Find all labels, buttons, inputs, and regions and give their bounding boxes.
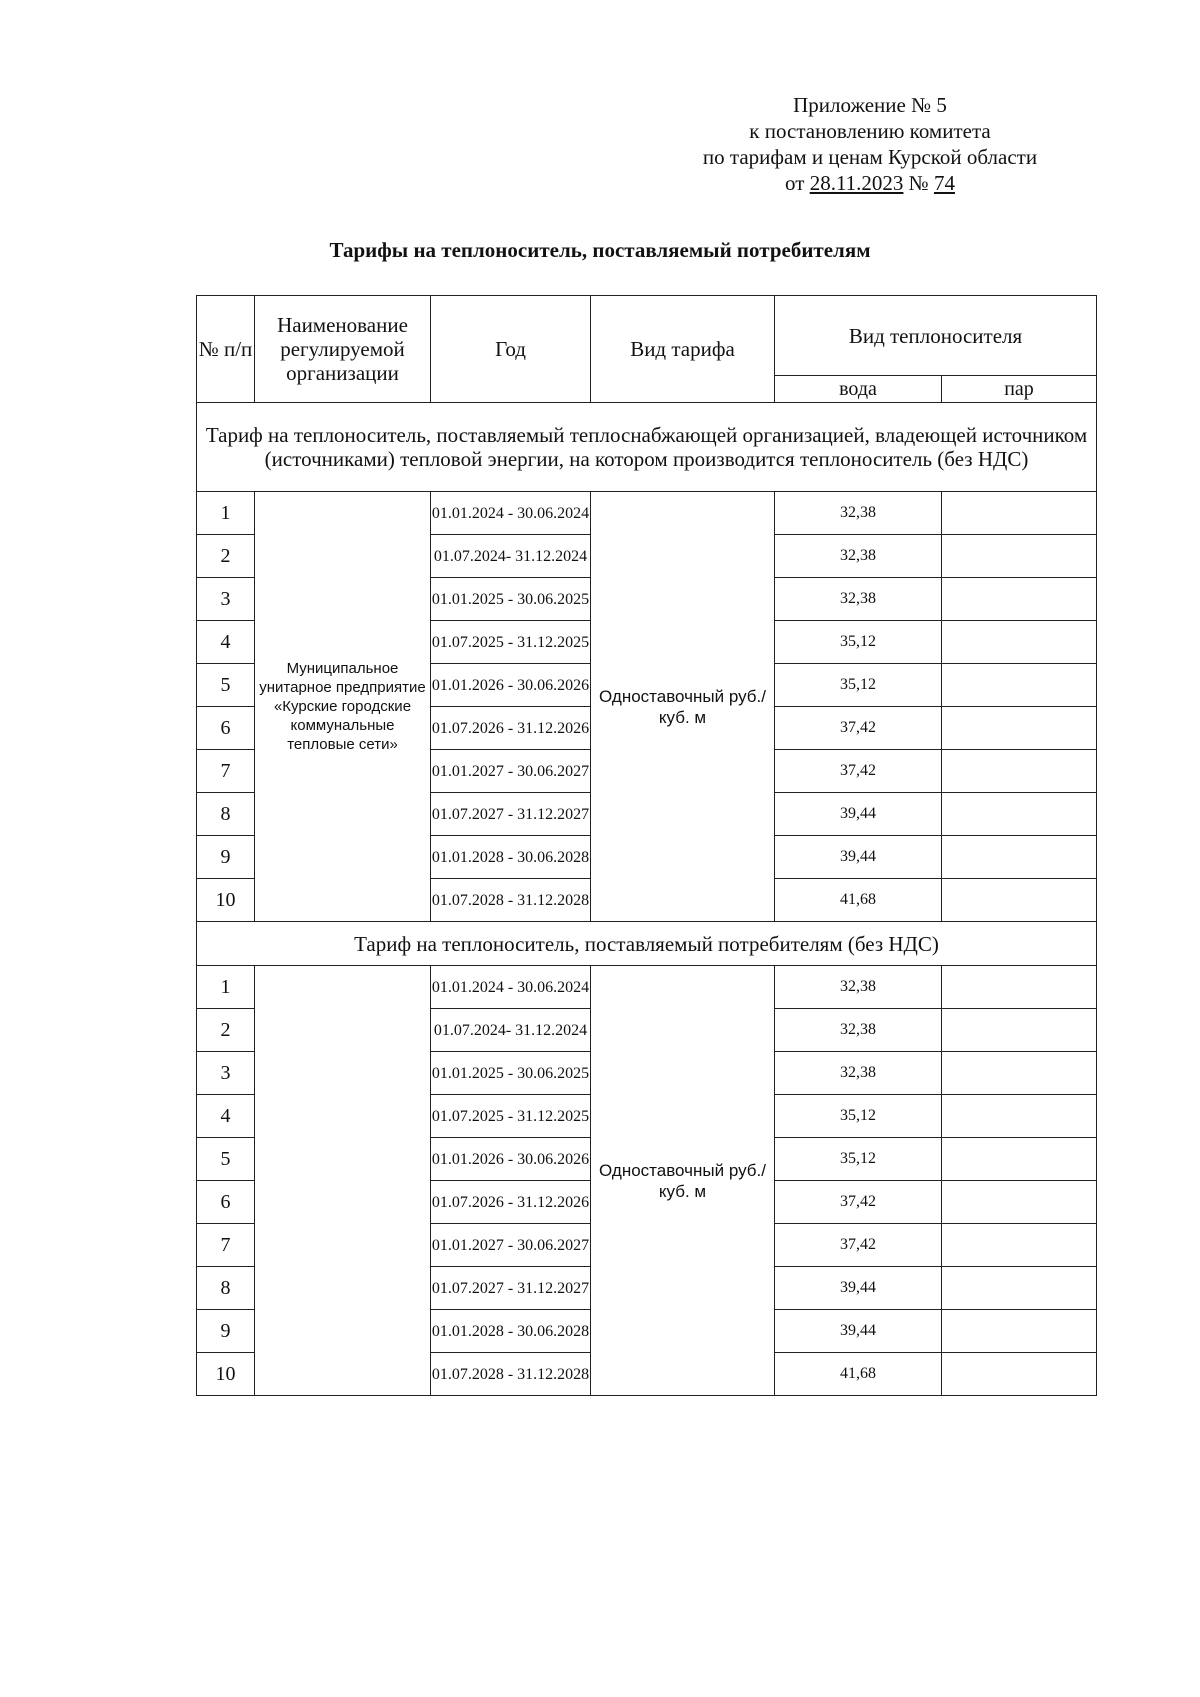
period-cell: 01.07.2027 - 31.12.2027 [431,793,591,836]
water-tariff-value: 32,38 [775,535,942,578]
steam-tariff-value [942,879,1097,922]
steam-tariff-value [942,836,1097,879]
water-tariff-value: 39,44 [775,1310,942,1353]
water-tariff-value: 35,12 [775,1095,942,1138]
steam-tariff-value [942,966,1097,1009]
period-cell: 01.07.2026 - 31.12.2026 [431,707,591,750]
row-number: 4 [197,1095,255,1138]
organization-name [255,966,431,1396]
row-number: 1 [197,492,255,535]
period-cell: 01.07.2028 - 31.12.2028 [431,879,591,922]
row-number: 2 [197,1009,255,1052]
date-prefix: от [785,171,805,195]
table-header-row [197,296,1097,376]
period-cell: 01.07.2027 - 31.12.2027 [431,1267,591,1310]
row-number: 2 [197,535,255,578]
steam-tariff-value [942,1138,1097,1181]
period-cell: 01.07.2024- 31.12.2024 [431,535,591,578]
period-cell: 01.01.2025 - 30.06.2025 [431,578,591,621]
water-tariff-value: 41,68 [775,879,942,922]
water-tariff-value: 35,12 [775,1138,942,1181]
steam-tariff-value [942,1095,1097,1138]
steam-tariff-value [942,793,1097,836]
section-title: Тариф на теплоноситель, поставляемый потребителям (без НДС) [197,922,1097,966]
steam-tariff-value [942,492,1097,535]
row-number: 10 [197,1353,255,1396]
row-number: 8 [197,1267,255,1310]
steam-tariff-value [942,1052,1097,1095]
row-number: 6 [197,707,255,750]
column-header-carrier: Вид теплоносителя [775,296,1097,376]
water-tariff-value: 37,42 [775,707,942,750]
row-number: 9 [197,836,255,879]
water-tariff-value: 41,68 [775,1353,942,1396]
resolution-number: 74 [933,171,955,195]
row-number: 7 [197,1224,255,1267]
appendix-line-resolution: к постановлению комитета [749,119,991,143]
steam-tariff-value [942,578,1097,621]
period-cell: 01.07.2024- 31.12.2024 [431,1009,591,1052]
steam-tariff-value [942,1224,1097,1267]
water-tariff-value: 39,44 [775,836,942,879]
row-number: 3 [197,1052,255,1095]
period-cell: 01.07.2025 - 31.12.2025 [431,1095,591,1138]
steam-tariff-value [942,1267,1097,1310]
column-header-organization: Наименование регулируемой организации [255,296,431,403]
period-cell: 01.07.2025 - 31.12.2025 [431,621,591,664]
period-cell: 01.01.2027 - 30.06.2027 [431,1224,591,1267]
steam-tariff-value [942,535,1097,578]
section-title-row [197,922,1097,966]
section-title: Тариф на теплоноситель, поставляемый теплоснабжающей организацией, владеющей источником (источниками) тепловой энергии, на котором производится теплоноситель (без НДС) [197,403,1097,492]
period-cell: 01.01.2027 - 30.06.2027 [431,750,591,793]
organization-name: Муниципальное унитарное предприятие «Курские городские коммунальные тепловые сети» [255,492,431,922]
water-tariff-value: 39,44 [775,1267,942,1310]
row-number: 10 [197,879,255,922]
column-header-tariff-type: Вид тарифа [591,296,775,403]
tariff-type-cell: Одноставочный руб./куб. м [591,966,775,1396]
water-tariff-value: 35,12 [775,621,942,664]
water-tariff-value: 37,42 [775,750,942,793]
row-number: 4 [197,621,255,664]
period-cell: 01.01.2026 - 30.06.2026 [431,664,591,707]
water-tariff-value: 32,38 [775,966,942,1009]
water-tariff-value: 32,38 [775,578,942,621]
tariff-table [196,295,1097,1396]
steam-tariff-value [942,1353,1097,1396]
steam-tariff-value [942,707,1097,750]
steam-tariff-value [942,621,1097,664]
row-number: 5 [197,1138,255,1181]
appendix-date-line [640,170,1100,196]
column-header-year: Год [431,296,591,403]
water-tariff-value: 39,44 [775,793,942,836]
steam-tariff-value [942,1009,1097,1052]
row-number: 5 [197,664,255,707]
water-tariff-value: 32,38 [775,1052,942,1095]
period-cell: 01.01.2026 - 30.06.2026 [431,1138,591,1181]
tariff-type-cell: Одноставочный руб./куб. м [591,492,775,922]
water-tariff-value: 35,12 [775,664,942,707]
period-cell: 01.01.2028 - 30.06.2028 [431,1310,591,1353]
row-number: 1 [197,966,255,1009]
steam-tariff-value [942,1181,1097,1224]
period-cell: 01.01.2025 - 30.06.2025 [431,1052,591,1095]
period-cell: 01.01.2024 - 30.06.2024 [431,492,591,535]
water-tariff-value: 37,42 [775,1224,942,1267]
column-header-number: № п/п [197,296,255,403]
row-number: 9 [197,1310,255,1353]
row-number: 8 [197,793,255,836]
steam-tariff-value [942,664,1097,707]
steam-tariff-value [942,1310,1097,1353]
column-header-water: вода [775,376,942,403]
column-header-steam: пар [942,376,1097,403]
table-row [197,492,1097,535]
period-cell: 01.01.2028 - 30.06.2028 [431,836,591,879]
water-tariff-value: 37,42 [775,1181,942,1224]
section-title-row [197,403,1097,492]
appendix-number: Приложение № 5 [793,93,947,117]
appendix-line-committee: по тарифам и ценам Курской области [702,145,1038,169]
period-cell: 01.01.2024 - 30.06.2024 [431,966,591,1009]
water-tariff-value: 32,38 [775,1009,942,1052]
steam-tariff-value [942,750,1097,793]
resolution-date: 28.11.2023 [809,171,904,195]
number-prefix: № [908,171,929,195]
table-row [197,966,1097,1009]
document-title: Тарифы на теплоноситель, поставляемый потребителям [329,238,871,262]
row-number: 7 [197,750,255,793]
water-tariff-value: 32,38 [775,492,942,535]
row-number: 6 [197,1181,255,1224]
row-number: 3 [197,578,255,621]
period-cell: 01.07.2028 - 31.12.2028 [431,1353,591,1396]
period-cell: 01.07.2026 - 31.12.2026 [431,1181,591,1224]
appendix-header [640,92,1100,196]
